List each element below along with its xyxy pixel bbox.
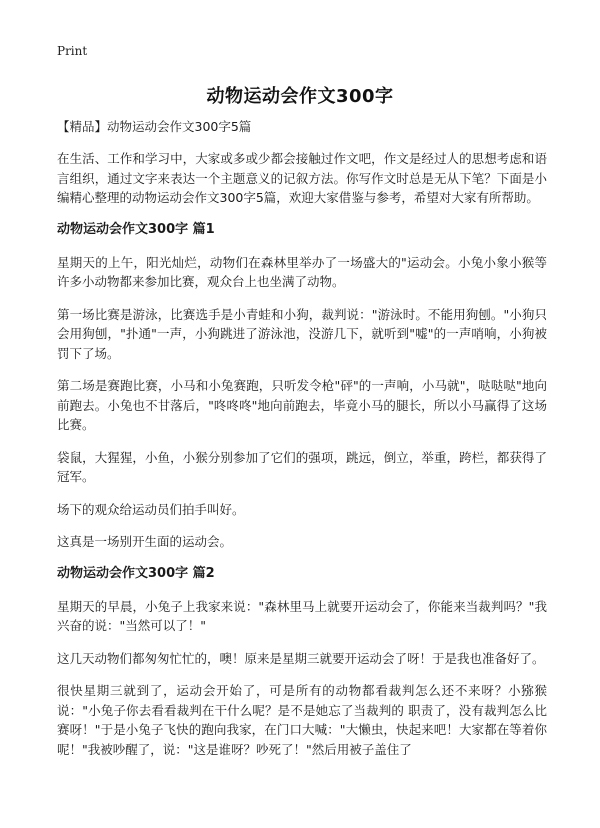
- section-1-paragraph: 星期天的上午，阳光灿烂，动物们在森林里举办了一场盛大的"运动会。小兔小象小猴等许多小动物都来参加比赛，观众台上也坐满了动物。: [57, 254, 547, 289]
- intro-tag: 【精品】动物运动会作文300字5篇: [57, 119, 252, 134]
- section-2-paragraph: 这几天动物们都匆匆忙忙的，噢！原来是星期三就要开运动会了呀！于是我也准备好了。: [57, 650, 545, 666]
- section-1-paragraph: 这真是一场别开生面的运动会。: [57, 534, 233, 549]
- section-heading-1: 动物运动会作文300字 篇1: [57, 221, 215, 237]
- section-1-paragraph: 场下的观众给运动员们拍手叫好。: [57, 501, 245, 517]
- section-2-paragraph: 星期天的早晨，小兔子上我家来说："森林里马上就要开运动会了，你能来当裁判吗？"我兴奋的说："当然可以了！": [57, 598, 547, 633]
- section-1-paragraph: 袋鼠，大猩猩，小鱼，小猴分别参加了它们的强项，跳远，倒立，举重，跨栏，都获得了冠军。: [57, 449, 547, 484]
- print-label: Print: [57, 44, 88, 58]
- section-2-paragraph: 很快星期三就到了，运动会开始了，可是所有的动物都看裁判怎么还不来呀？小猕猴说："小兔子你去看看裁判在干什么呢？是不是她忘了当裁判的 职责了，没有裁判怎么比赛呀！"于是小兔子飞快的跑向我家，在门口大喊："大懒虫，快起来吧！大家都在等着你呢！"我被吵醒了，说："这是谁呀？吵死了！"然后用被子盖住了: [57, 683, 547, 757]
- section-1-paragraph: 第一场比赛是游泳，比赛选手是小青蛙和小狗，裁判说："游泳时。不能用狗刨。"小狗只会用狗刨，"扑通"一声，小狗跳进了游泳池，没游几下，就听到"嘘"的一声哨响，小狗被罚下了场。: [57, 306, 547, 361]
- section-1-paragraph: 第二场是赛跑比赛，小马和小兔赛跑，只听发令枪"砰"的一声响，小马就"，哒哒哒"地向前跑去。小兔也不甘落后，"咚咚咚"地向前跑去，毕竟小马的腿长，所以小马赢得了这场比赛。: [57, 378, 547, 432]
- article-body: [57, 118, 547, 772]
- section-heading-2: 动物运动会作文300字 篇2: [57, 565, 215, 581]
- intro-paragraph: 在生活、工作和学习中，大家或多或少都会接触过作文吧，作文是经过人的思想考虑和语言组织，通过文字来表达一个主题意义的记叙方法。你写作文时总是无从下笔？下面是小编精心整理的动物运动会作文300字5篇，欢迎大家借鉴与参考，希望对大家有所帮助。: [57, 151, 547, 205]
- page-title: 动物运动会作文300字: [206, 86, 394, 107]
